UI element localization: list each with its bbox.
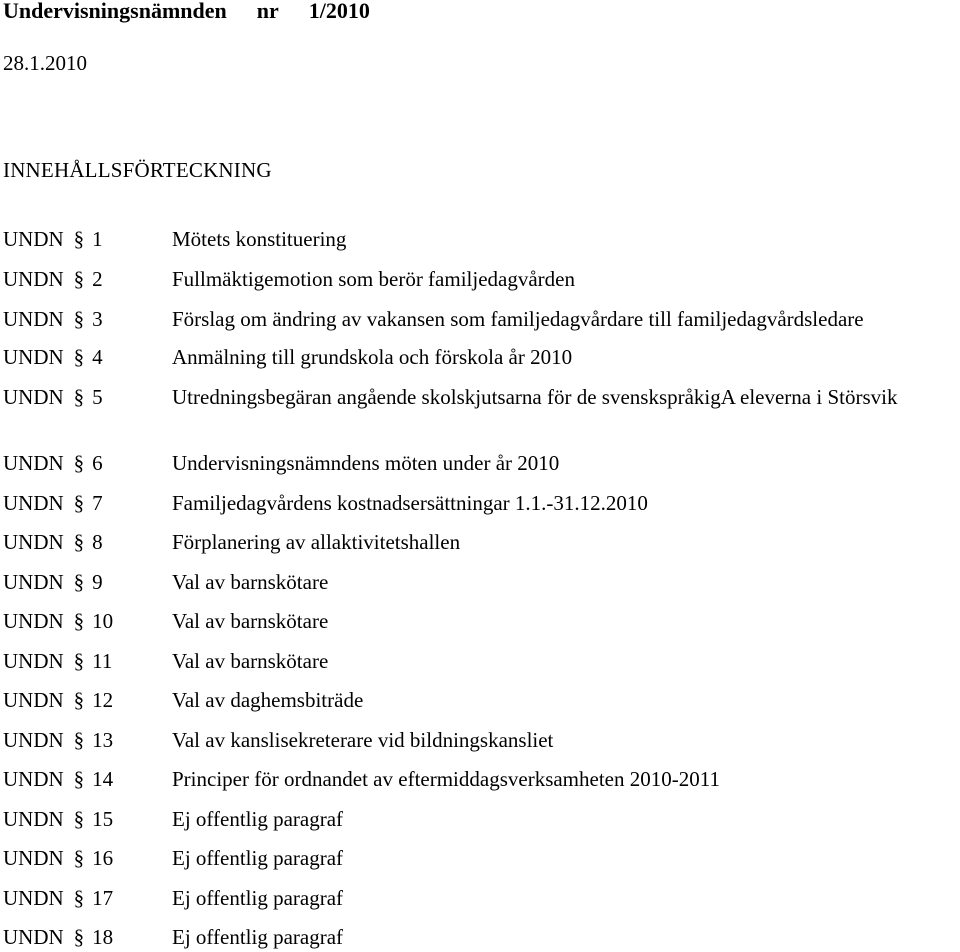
section-code: UNDN § 4 xyxy=(3,345,103,369)
section-code: UNDN § 3 xyxy=(3,307,103,331)
section-code: UNDN § 5 xyxy=(3,385,103,409)
meeting-number: 1/2010 xyxy=(308,0,370,23)
section-title: Val av barnskötare xyxy=(172,570,329,594)
committee-name: Undervisningsnämnden xyxy=(3,0,227,23)
section-symbol: § xyxy=(73,728,85,752)
section-symbol: § xyxy=(73,570,85,594)
section-symbol: § xyxy=(73,886,85,910)
section-code: UNDN § 13 xyxy=(3,728,114,752)
section-symbol: § xyxy=(73,767,85,791)
section-symbol: § xyxy=(73,307,85,331)
section-title: Anmälning till grundskola och förskola år 2010 xyxy=(172,345,573,369)
section-code: UNDN § 6 xyxy=(3,451,103,475)
section-code: UNDN § 7 xyxy=(3,491,103,515)
section-code: UNDN § 18 xyxy=(3,925,114,949)
section-code: UNDN § 1 xyxy=(3,227,103,251)
section-title: Val av daghemsbiträde xyxy=(172,688,364,712)
section-code: UNDN § 16 xyxy=(3,846,114,870)
section-title: Ej offentlig paragraf xyxy=(172,807,344,831)
section-title: Val av kanslisekreterare vid bildningskansliet xyxy=(172,728,554,752)
section-symbol: § xyxy=(73,530,85,554)
section-title: Val av barnskötare xyxy=(172,649,329,673)
section-code: UNDN § 14 xyxy=(3,767,114,791)
section-symbol: § xyxy=(73,267,85,291)
section-title: Val av barnskötare xyxy=(172,609,329,633)
section-code: UNDN § 12 xyxy=(3,688,114,712)
section-symbol: § xyxy=(73,227,85,251)
section-title: Familjedagvårdens kostnadsersättningar 1.1.-31.12.2010 xyxy=(172,491,648,515)
section-title: Ej offentlig paragraf xyxy=(172,925,344,949)
section-title: Förplanering av allaktivitetshallen xyxy=(172,530,461,554)
section-code: UNDN § 2 xyxy=(3,267,103,291)
section-symbol: § xyxy=(73,609,85,633)
section-symbol: § xyxy=(73,846,85,870)
section-symbol: § xyxy=(73,491,85,515)
section-title: Mötets konstituering xyxy=(172,227,347,251)
section-title: Utredningsbegäran angående skolskjutsarna för de svenskspråkigA eleverna i Störsvik xyxy=(172,385,898,409)
section-title: Ej offentlig paragraf xyxy=(172,846,344,870)
section-code: UNDN § 11 xyxy=(3,649,113,673)
section-code: UNDN § 8 xyxy=(3,530,103,554)
section-title: Ej offentlig paragraf xyxy=(172,886,344,910)
section-code: UNDN § 10 xyxy=(3,609,114,633)
section-title: Fullmäktigemotion som berör familjedagvården xyxy=(172,267,575,291)
section-symbol: § xyxy=(73,688,85,712)
section-symbol: § xyxy=(73,649,85,673)
section-title: Undervisningsnämndens möten under år 2010 xyxy=(172,451,560,475)
section-symbol: § xyxy=(73,451,85,475)
section-code: UNDN § 17 xyxy=(3,886,114,910)
section-title: Förslag om ändring av vakansen som familjedagvårdare till familjedagvårdsledare xyxy=(172,307,864,331)
section-symbol: § xyxy=(73,925,85,949)
toc-title: INNEHÅLLSFÖRTECKNING xyxy=(3,158,272,182)
section-symbol: § xyxy=(73,807,85,831)
section-symbol: § xyxy=(73,345,85,369)
section-symbol: § xyxy=(73,385,85,409)
section-code: UNDN § 9 xyxy=(3,570,103,594)
document-header xyxy=(3,0,370,23)
number-label: nr xyxy=(256,0,279,23)
section-title: Principer för ordnandet av eftermiddagsverksamheten 2010-2011 xyxy=(172,767,720,791)
meeting-date: 28.1.2010 xyxy=(3,51,87,75)
section-code: UNDN § 15 xyxy=(3,807,114,831)
